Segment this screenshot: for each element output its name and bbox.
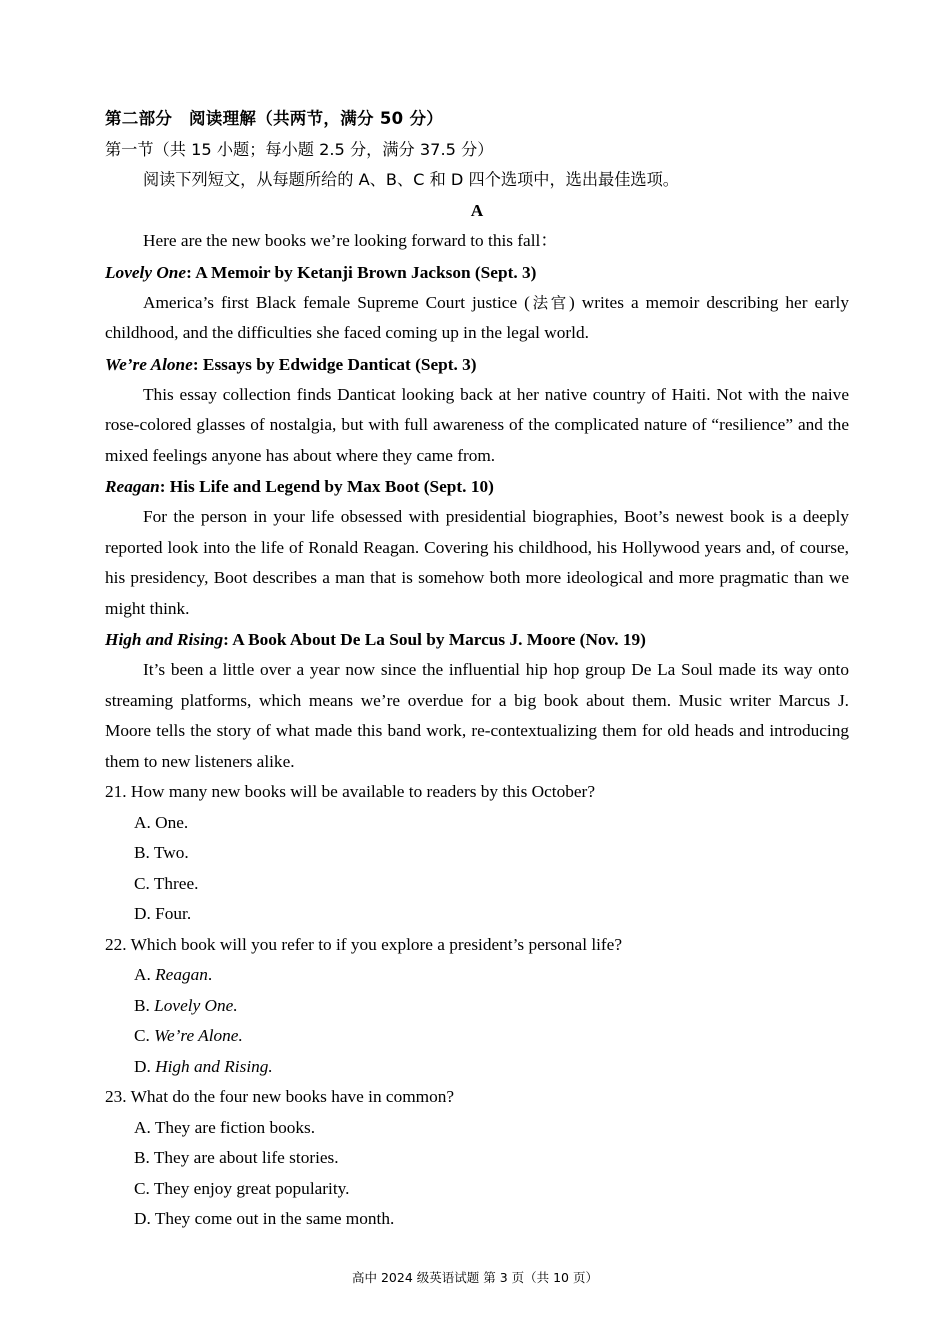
book-description: For the person in your life obsessed with presidential biographies, Boot’s newest book is a deeply reported look into the life of Ronald Reagan. Covering his childhood, his Hollywood years and, of course, his presidency, Boot describes a man that is somehow both more ideological and more pragmatic than we might think. (105, 507, 849, 618)
option-letter: A. (134, 812, 156, 832)
option-letter: B. (134, 843, 154, 862)
option-letter: B. (134, 995, 155, 1015)
book-heading-reagan (105, 471, 849, 502)
instructions: 阅读下列短文，从每题所给的 A、B、C 和 D 四个选项中，选出最佳选项。 (143, 170, 679, 189)
question-stem: 22. Which book will you refer to if you explore a president’s personal life? (105, 934, 623, 954)
book-description: It’s been a little over a year now since the influential hip hop group De La Soul made its way onto streaming platforms, which means we’re overdue for a big book about them. Music writer Marcus J. Moore tells the story of what made this band work, re-contextualizing them for old heads and introducing them to new listeners alike. (105, 660, 849, 771)
option-text: Lovely One. (154, 995, 238, 1015)
page-footer: 高中 2024 级英语试题 第 3 页（共 10 页） (352, 1270, 598, 1285)
passage-label: A (470, 200, 484, 220)
option-text: Reagan (155, 965, 208, 984)
answer-option (105, 899, 849, 930)
question-stem: 23. What do the four new books have in common? (105, 1087, 455, 1106)
answer-option (105, 869, 849, 900)
description-text: ) writes a memoir describing her early childhood, and the difficulties she faced coming up in the legal world. (105, 292, 849, 342)
exam-page (105, 104, 849, 1235)
option-letter: A. (134, 1117, 155, 1137)
option-letter: C. (134, 873, 154, 893)
book-title: Reagan (105, 477, 160, 496)
book-title: High and Rising (105, 630, 224, 649)
book-subtitle: : A Memoir by Ketanji Brown Jackson (Sept. 3) (186, 262, 537, 282)
subsection-title: 第一节（共 15 小题；每小题 2.5 分，满分 37.5 分） (105, 139, 494, 159)
answer-option (105, 1143, 849, 1174)
option-text: We’re Alone. (154, 1026, 243, 1045)
answer-option (105, 1174, 849, 1205)
option-text: They come out in the same month. (154, 1209, 395, 1228)
option-text: Four. (155, 904, 192, 923)
book-description (105, 288, 849, 349)
book-subtitle: : Essays by Edwidge Danticat (Sept. 3) (192, 354, 477, 374)
option-text: Two. (153, 843, 189, 862)
option-text: They are about life stories. (153, 1148, 339, 1167)
book-subtitle: : A Book About De La Soul by Marcus J. Moore (Nov. 19) (223, 630, 646, 649)
book-heading-were-alone (105, 349, 849, 380)
answer-option (105, 808, 849, 839)
book-heading-lovely-one (105, 257, 849, 288)
option-text: One. (155, 812, 189, 832)
option-text: Three. (153, 873, 199, 893)
option-letter: A. (134, 965, 156, 984)
answer-option (105, 1113, 849, 1144)
option-letter: B. (134, 1148, 154, 1167)
part-title: 第二部分 阅读理解（共两节，满分 50 分） (105, 109, 444, 128)
answer-option (105, 1052, 849, 1083)
option-text: They are fiction books. (154, 1117, 316, 1137)
book-description: This essay collection finds Danticat looking back at her native country of Haiti. Not with the naive rose-colored glasses of nostalgia, but with full awareness of the complicated nature of “resilience” and the mixed feelings anyone has about where they came from. (105, 384, 849, 465)
answer-option (105, 991, 849, 1022)
option-letter: C. (134, 1026, 155, 1045)
option-tail: . (207, 965, 213, 984)
book-subtitle: : His Life and Legend by Max Boot (Sept. 10) (159, 477, 494, 496)
gloss: 法官 (529, 293, 569, 312)
book-heading-high-and-rising (105, 624, 849, 655)
option-letter: D. (134, 904, 156, 923)
answer-option (105, 838, 849, 869)
answer-option (105, 1021, 849, 1052)
description-text: America’s first Black female Supreme Court justice ( (143, 292, 530, 312)
answer-option (105, 960, 849, 991)
option-letter: D. (134, 1209, 155, 1228)
option-text: High and Rising. (155, 1056, 273, 1076)
question-stem: 21. How many new books will be available to readers by this October? (105, 782, 595, 801)
book-title: Lovely One (105, 262, 187, 282)
answer-option (105, 1204, 849, 1235)
passage-intro: Here are the new books we’re looking forward to this fall： (143, 231, 558, 250)
book-title: We’re Alone (105, 354, 193, 374)
option-letter: D. (134, 1056, 156, 1076)
option-letter: C. (134, 1178, 154, 1198)
option-text: They enjoy great popularity. (153, 1178, 350, 1198)
